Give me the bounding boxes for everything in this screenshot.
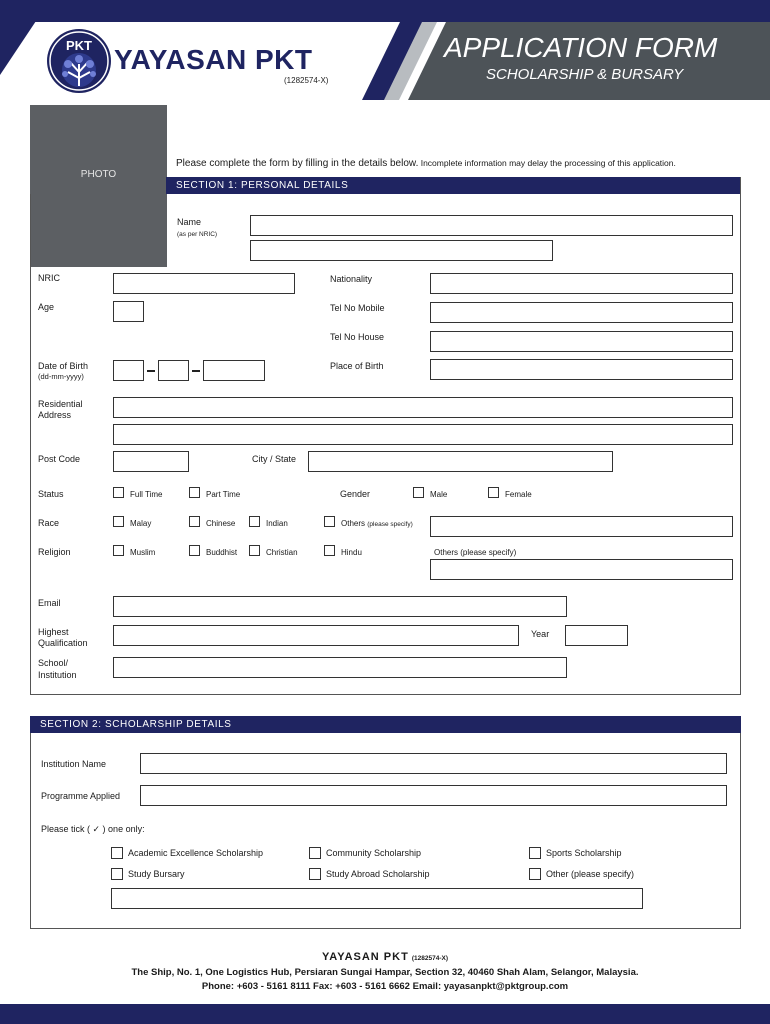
- instructions: [176, 157, 676, 170]
- institution-label: Institution Name: [41, 759, 107, 769]
- qualification-label-1: Highest: [38, 627, 69, 637]
- religion-muslim-label: Muslim: [130, 548, 156, 557]
- tel-house-field[interactable]: [430, 331, 733, 352]
- year-label: Year: [531, 629, 550, 639]
- address-field-2[interactable]: [113, 424, 733, 445]
- academic-excellence-checkbox[interactable]: [111, 847, 123, 859]
- school-label-1: School/: [38, 658, 69, 668]
- year-field[interactable]: [565, 625, 628, 646]
- programme-field[interactable]: [140, 785, 727, 806]
- academic-excellence-label: Academic Excellence Scholarship: [128, 848, 264, 858]
- org-registration: (1282574-X): [284, 76, 329, 85]
- religion-christian-label: Christian: [266, 548, 298, 557]
- study-abroad-label: Study Abroad Scholarship: [326, 869, 430, 879]
- religion-hindu-checkbox[interactable]: [324, 545, 335, 556]
- footer-org-name: YAYASAN PKT: [321, 951, 409, 963]
- section1-frame-edge: [740, 177, 741, 195]
- race-chinese-label: Chinese: [206, 519, 236, 528]
- gender-male-checkbox[interactable]: [413, 487, 424, 498]
- race-others-label: [341, 518, 413, 530]
- status-parttime-label: Part Time: [206, 490, 241, 499]
- section1-frame-left-top: [30, 267, 31, 268]
- status-fulltime-checkbox[interactable]: [113, 487, 124, 498]
- qualification-label-2: Qualification: [38, 638, 88, 648]
- programme-label: Programme Applied: [41, 791, 121, 801]
- race-malay-checkbox[interactable]: [113, 516, 124, 527]
- sports-label: Sports Scholarship: [546, 848, 622, 858]
- community-checkbox[interactable]: [309, 847, 321, 859]
- org-name: YAYASAN PKT: [114, 44, 313, 75]
- status-label: Status: [38, 489, 64, 499]
- city-field[interactable]: [308, 451, 613, 472]
- address-field-1[interactable]: [113, 397, 733, 418]
- nric-label: NRIC: [38, 273, 60, 283]
- religion-label: Religion: [38, 547, 71, 557]
- race-label: Race: [38, 518, 60, 528]
- qualification-field[interactable]: [113, 625, 519, 646]
- race-others-text: Others: [341, 519, 366, 528]
- email-field[interactable]: [113, 596, 567, 617]
- status-fulltime-label: Full Time: [130, 490, 163, 499]
- pob-field[interactable]: [430, 359, 733, 380]
- study-bursary-label: Study Bursary: [128, 869, 185, 879]
- footer-org: [0, 950, 770, 966]
- race-chinese-checkbox[interactable]: [189, 516, 200, 527]
- name-label: Name: [177, 217, 202, 227]
- photo-label: PHOTO: [80, 169, 117, 180]
- footer-address: The Ship, No. 1, One Logistics Hub, Persiaran Sungai Hampar, Section 32, 40460 Shah Alam, Selangor, Malaysia.: [131, 967, 639, 978]
- logo-text: PKT: [66, 38, 92, 53]
- form-title: APPLICATION FORM: [444, 32, 718, 63]
- postcode-field[interactable]: [113, 451, 189, 472]
- gender-male-label: Male: [430, 490, 448, 499]
- footer-contact: Phone: +603 - 5161 8111 Fax: +603 - 5161 6662 Email: yayasanpkt@pktgroup.com: [201, 981, 569, 992]
- form-subtitle: SCHOLARSHIP & BURSARY: [486, 66, 684, 83]
- religion-hindu-label: Hindu: [341, 548, 362, 557]
- footer-bar: [0, 1004, 770, 1024]
- religion-others-field[interactable]: [430, 559, 733, 580]
- study-bursary-checkbox[interactable]: [111, 868, 123, 880]
- dob-format: (dd-mm-yyyy): [38, 372, 84, 381]
- footer-org-reg: (1282574-X): [411, 955, 449, 962]
- age-label: Age: [38, 302, 55, 312]
- community-label: Community Scholarship: [326, 848, 422, 858]
- institution-field[interactable]: [140, 753, 727, 774]
- tel-mobile-label: Tel No Mobile: [330, 303, 385, 313]
- gender-label: Gender: [340, 489, 371, 499]
- postcode-label: Post Code: [38, 454, 81, 464]
- other-label: Other (please specify): [546, 869, 635, 879]
- nric-field[interactable]: [113, 273, 295, 294]
- gender-female-checkbox[interactable]: [488, 487, 499, 498]
- age-field[interactable]: [113, 301, 144, 322]
- race-others-note: (please specify): [367, 521, 413, 528]
- dob-dash-2: [192, 370, 200, 372]
- dob-dash-1: [147, 370, 155, 372]
- name-field-1[interactable]: [250, 215, 733, 236]
- footer: [0, 950, 770, 993]
- email-label: Email: [38, 598, 61, 608]
- pob-label: Place of Birth: [330, 361, 384, 371]
- race-indian-checkbox[interactable]: [249, 516, 260, 527]
- name-field-2[interactable]: [250, 240, 553, 261]
- dob-day-field[interactable]: [113, 360, 144, 381]
- city-label: City / State: [252, 454, 297, 464]
- religion-christian-checkbox[interactable]: [249, 545, 260, 556]
- sports-checkbox[interactable]: [529, 847, 541, 859]
- school-field[interactable]: [113, 657, 567, 678]
- other-specify-field[interactable]: [111, 888, 643, 909]
- study-abroad-checkbox[interactable]: [309, 868, 321, 880]
- school-label-2: Institution: [38, 670, 77, 680]
- nationality-label: Nationality: [330, 274, 373, 284]
- religion-buddhist-checkbox[interactable]: [189, 545, 200, 556]
- instructions-lead: Please complete the form by filling in the details below.: [176, 158, 419, 169]
- address-label-2: Address: [38, 410, 72, 420]
- gender-female-label: Female: [505, 490, 532, 499]
- instructions-note: Incomplete information may delay the processing of this application.: [418, 158, 676, 168]
- other-checkbox[interactable]: [529, 868, 541, 880]
- tick-instruction: Please tick ( ✓ ) one only:: [41, 824, 145, 834]
- race-malay-label: Malay: [130, 519, 152, 528]
- religion-muslim-checkbox[interactable]: [113, 545, 124, 556]
- tel-mobile-field[interactable]: [430, 302, 733, 323]
- status-parttime-checkbox[interactable]: [189, 487, 200, 498]
- race-others-field[interactable]: [430, 516, 733, 537]
- race-others-checkbox[interactable]: [324, 516, 335, 527]
- race-indian-label: Indian: [266, 519, 288, 528]
- name-note: (as per NRIC): [177, 231, 218, 238]
- section2-header: SECTION 2: SCHOLARSHIP DETAILS: [30, 716, 741, 733]
- tel-house-label: Tel No House: [330, 332, 385, 342]
- section1-header: SECTION 1: PERSONAL DETAILS: [166, 177, 741, 194]
- dob-year-field[interactable]: [203, 360, 265, 381]
- address-label-1: Residential: [38, 399, 83, 409]
- nationality-field[interactable]: [430, 273, 733, 294]
- dob-label: Date of Birth: [38, 361, 89, 371]
- religion-others-label: Others (please specify): [434, 548, 517, 557]
- religion-buddhist-label: Buddhist: [206, 548, 238, 557]
- dob-month-field[interactable]: [158, 360, 189, 381]
- logo: [46, 28, 112, 94]
